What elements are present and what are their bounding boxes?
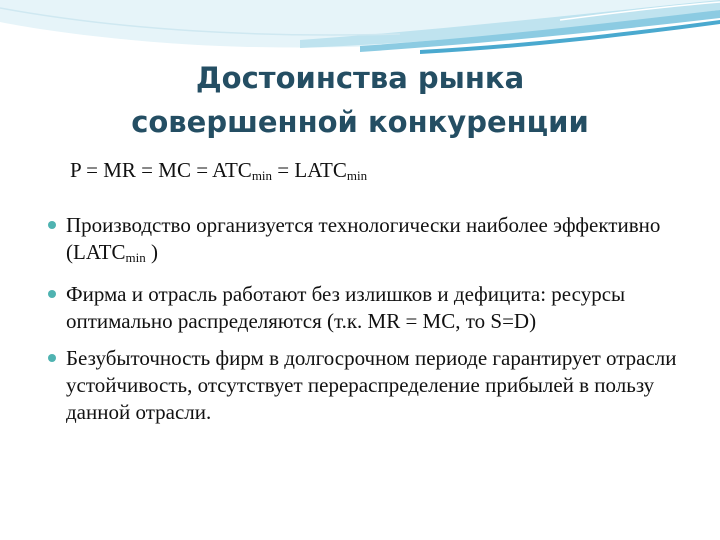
formula-part-1: P = MR = MC = ATC	[70, 158, 252, 182]
bullet-text: Производство организуется технологически наиболее эффективно (LATC	[66, 213, 661, 264]
bullet-dot-icon	[48, 354, 56, 362]
slide-title	[60, 56, 660, 144]
formula-sub-2: min	[346, 168, 368, 183]
bullet-item	[44, 345, 694, 426]
title-line-2: совершенной конкуренции	[131, 105, 589, 139]
bullet-text: Безубыточность фирм в долгосрочном периоде гарантирует отрасли устойчивость, отсутствует перераспределение прибылей в пользу данной отрасли.	[66, 346, 677, 424]
bullet-item	[44, 212, 694, 271]
bullet-text-end: )	[145, 240, 158, 264]
bullet-text: Фирма и отрасль работают без излишков и дефицита: ресурсы оптимально распределяются (т.к. MR = MC, то S=D)	[66, 282, 626, 333]
formula-sub-1: min	[251, 168, 273, 183]
bullet-list	[44, 212, 694, 436]
formula-part-2: = LATC	[272, 158, 347, 182]
title-line-1: Достоинства рынка	[195, 61, 525, 95]
equilibrium-formula	[70, 158, 367, 184]
bullet-dot-icon	[48, 221, 56, 229]
bullet-dot-icon	[48, 290, 56, 298]
bullet-item	[44, 281, 694, 335]
bullet-sub: min	[125, 250, 146, 265]
